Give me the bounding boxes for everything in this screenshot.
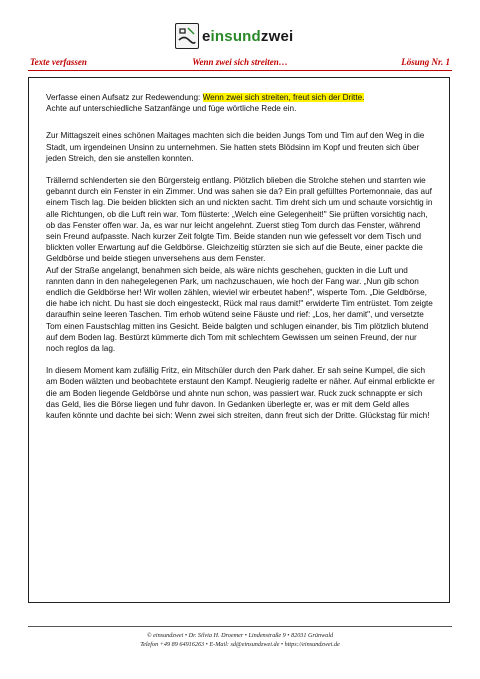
header-subject: Texte verfassen bbox=[30, 57, 87, 67]
header-title: Wenn zwei sich streiten… bbox=[192, 57, 288, 67]
essay-paragraph-4: In diesem Moment kam zufällig Fritz, ein Mitschüler durch den Park daher. Er sah seine Kumpel, die sich am Boden wälzten und beobachtete erstaunt den Kampf. Neugierig radelte er näher. Auf einmal erblickte er die am Boden liegende Geldbörse und ahnte nun schon, was passiert war. Ruck zuck schnappte er sich das Geld, lies die Börse liegen und fuhr davon. In Gedanken überlegte er, was er mit dem Geld alles kaufen könnte und dachte bei sich: Wenn zwei sich streiten, dann freut sich der Dritte. Glückstag für mich! bbox=[46, 366, 435, 421]
task-lead: Verfasse einen Aufsatz zur Redewendung: bbox=[46, 93, 203, 102]
header-solution-number: Lösung Nr. 1 bbox=[401, 57, 450, 67]
logo-part-e: e bbox=[202, 27, 211, 45]
footer-address: © einsundzwei • Dr. Silvia H. Droemer • Lindenstraße 9 • 82031 Grünwald bbox=[146, 632, 334, 639]
logo-mark-icon bbox=[175, 23, 199, 49]
task-highlight: Wenn zwei sich streiten, freut sich der Dritte. bbox=[202, 93, 365, 102]
logo-part-zwei: zwei bbox=[260, 27, 294, 45]
footer-contact: Telefon +49 89 64916263 • E-Mail: sd@einsundzwei.de • https://einsundzwei.de bbox=[140, 641, 340, 648]
page-footer bbox=[0, 631, 480, 649]
essay-paragraph-3: Auf der Straße angelangt, benahmen sich beide, als wäre nichts geschehen, guckten in die Luft und rannten dann in den nahegelegenen Park, um nachzuschauen, wie hoch der Fang war. „Nun gib schon endlich die Geldbörse her! Wir wollen zählen, wieviel wir erbeutet haben!", wisperte Tom. „Die Geldbörse, die habe ich nicht. Du hast sie doch eingesteckt, Rück mal raus damit!" erwiderte Tim entrüstet. Tom zeigte daraufhin seine leeren Taschen. Tim erhob wütend seine Fäuste und rief: „Los, her damit", und versetzte Tom einen Faustschlag mitten ins Gesicht. Beide balgten und schlugen einander, bis Tim plötzlich blutend auf dem Boden lag. Bestürzt kümmerte dich Tom mit schlechtem Gewissen um seinen Freund, der nur noch reglos da lag. bbox=[46, 265, 433, 354]
footer-divider bbox=[28, 626, 452, 627]
header-divider bbox=[28, 70, 452, 71]
essay-paragraph-1: Zur Mittagszeit eines schönen Maitages machten sich die beiden Jungs Tom und Tim auf den Weg in die Stadt, um irgendeinen Unsinn zu unternehmen. Sie hatten stets Blödsinn im Kopf und freuten sich über jeden Streich, den sie anstellen konnten. bbox=[46, 131, 425, 163]
essay-paragraph-2: Trällernd schlenderten sie den Bürgersteig entlang. Plötzlich blieben die Strolche stehen und starrten wie gebannt durch ein Fenster in ein Zimmer. Und was sahen sie da? Ein prall gefülltes Portemonnaie, das auf einem Tisch lag. Die beiden blickten sich an und nickten sacht. Tim dreht sich um und schaute vorsichtig in alle Richtungen, ob die Luft rein war. Tom flüsterte: „Welch eine Gelegenheit!" Sie prüften vorsichtig nach, ob das Fenster offen war. Ja, es war nur leicht angelehnt. Zuerst stieg Tom durch das Fenster, während sein Freund aufpasste. Nach kurzer Zeit folgte Tim. Beide standen nun wie gefesselt vor dem Tisch und blickten voller Erwartung auf die Geldbörse. Gleichzeitig stürzten sie sich auf die Beute, einer packte die Geldbörse und beide stiegen unversehens aus dem Fenster. bbox=[46, 176, 433, 264]
worksheet-content bbox=[46, 92, 436, 432]
logo bbox=[175, 22, 293, 50]
logo-wordmark bbox=[202, 28, 293, 45]
logo-part-insund: insund bbox=[210, 27, 261, 45]
task-instructions bbox=[46, 92, 436, 114]
task-rest: Achte auf unterschiedliche Satzanfänge und füge wörtliche Rede ein. bbox=[46, 104, 297, 114]
